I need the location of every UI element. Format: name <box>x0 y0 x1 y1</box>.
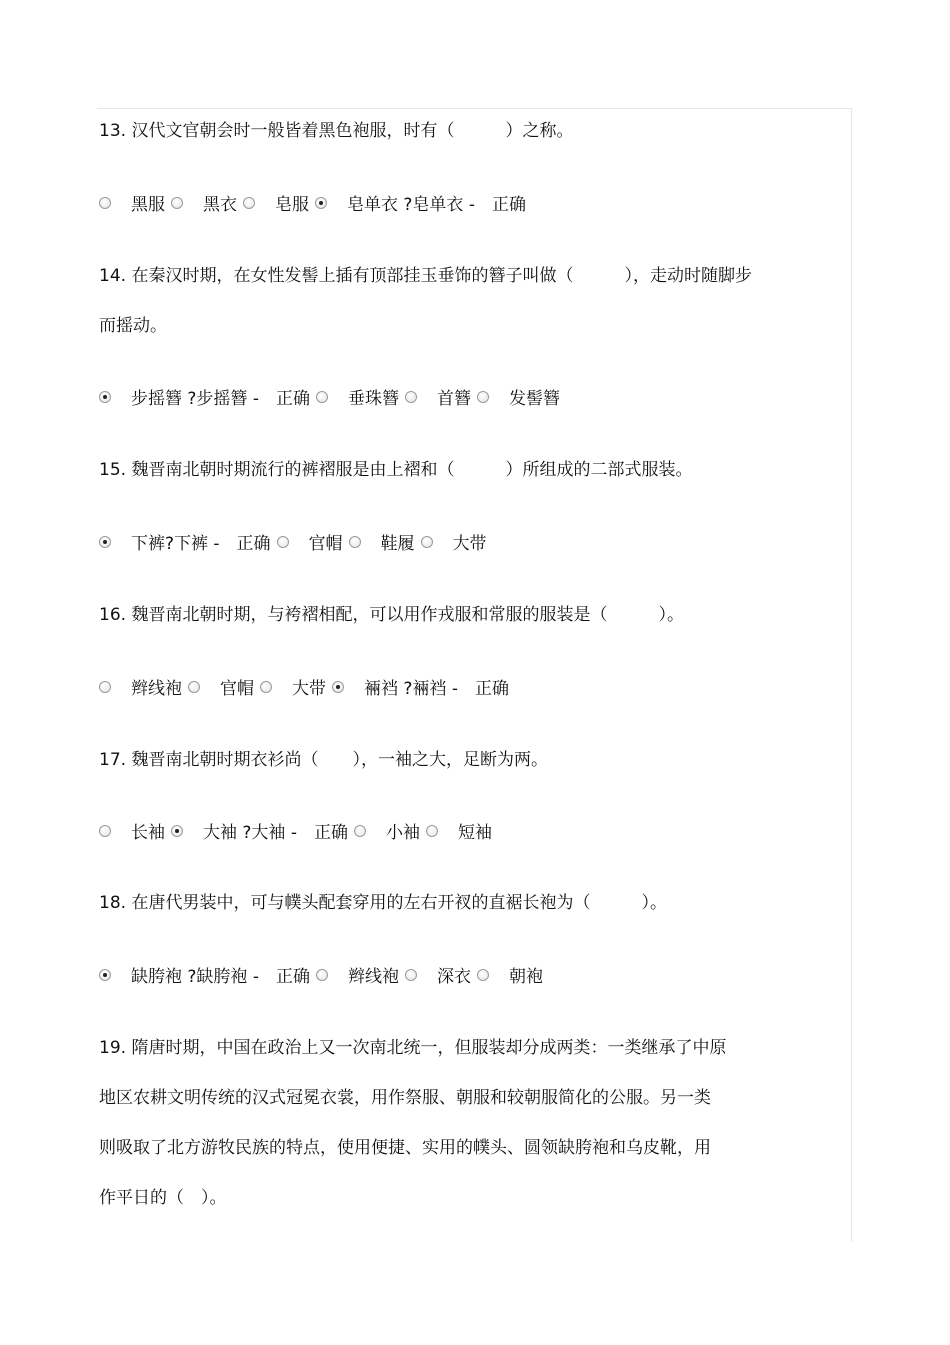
options-18 <box>99 965 549 989</box>
radio-button[interactable] <box>99 825 111 837</box>
options-17 <box>99 821 498 845</box>
option[interactable] <box>316 387 399 411</box>
option-label: 小袖 <box>385 823 420 843</box>
radio-button[interactable] <box>405 391 417 403</box>
option[interactable] <box>349 532 415 556</box>
radio-button-selected[interactable] <box>171 825 183 837</box>
option[interactable] <box>332 677 509 701</box>
option[interactable] <box>99 965 310 989</box>
radio-button[interactable] <box>477 391 489 403</box>
radio-button[interactable] <box>243 197 255 209</box>
option-label: 鞋履 <box>380 534 415 554</box>
question-text: 18. 在唐代男装中，可与幞头配套穿用的左右开衩的直裾长袍为（ ）。 <box>99 893 667 913</box>
question-18 <box>99 878 667 928</box>
question-text: 则吸取了北方游牧民族的特点，使用便捷、实用的幞头、圆领缺胯袍和乌皮靴，用 <box>99 1138 711 1158</box>
question-13 <box>99 106 573 156</box>
option[interactable] <box>277 532 343 556</box>
radio-button-selected[interactable] <box>315 197 327 209</box>
question-text: 19. 隋唐时期，中国在政治上又一次南北统一，但服装却分成两类：一类继承了中原 <box>99 1038 727 1058</box>
option-label: 短袖 <box>457 823 492 843</box>
question-text: 作平日的（ ）。 <box>99 1188 227 1208</box>
radio-button[interactable] <box>188 681 200 693</box>
radio-button[interactable] <box>99 197 111 209</box>
option[interactable] <box>426 821 492 845</box>
options-15 <box>99 532 493 556</box>
question-text: 16. 魏晋南北朝时期，与袴褶相配，可以用作戎服和常服的服装是（ ）。 <box>99 605 684 625</box>
question-15 <box>99 445 692 495</box>
option[interactable] <box>315 193 526 217</box>
radio-button-selected[interactable] <box>99 391 111 403</box>
question-text: 而摇动。 <box>99 316 167 336</box>
option[interactable] <box>99 677 182 701</box>
question-16 <box>99 590 684 640</box>
radio-button[interactable] <box>171 197 183 209</box>
question-text: 地区农耕文明传统的汉式冠冕衣裳，用作祭服、朝服和较朝服简化的公服。另一类 <box>99 1088 711 1108</box>
option-label: 长袖 <box>131 823 165 843</box>
options-16 <box>99 677 515 701</box>
option-label: 官帽 <box>308 534 343 554</box>
radio-button[interactable] <box>316 969 328 981</box>
option[interactable] <box>99 821 165 845</box>
option-label: 黑衣 <box>203 195 237 215</box>
radio-button[interactable] <box>316 391 328 403</box>
option[interactable] <box>99 387 310 411</box>
option[interactable] <box>354 821 420 845</box>
options-13 <box>99 193 532 217</box>
option-label: 下裤?下裤 - 正确 <box>131 534 271 554</box>
option[interactable] <box>260 677 326 701</box>
question-14 <box>99 251 752 351</box>
option-label: 皂单衣 ?皂单衣 - 正确 <box>347 195 526 215</box>
option-label: 皂服 <box>275 195 309 215</box>
option[interactable] <box>405 965 471 989</box>
option-label: 朝袍 <box>508 967 543 987</box>
option-label: 裲裆 ?裲裆 - 正确 <box>364 679 509 699</box>
question-text: 14. 在秦汉时期，在女性发髻上插有顶部挂玉垂饰的簪子叫做（ ），走动时随脚步 <box>99 266 752 286</box>
radio-button-selected[interactable] <box>99 536 111 548</box>
option-label: 发髻簪 <box>508 389 560 409</box>
option[interactable] <box>243 193 309 217</box>
option[interactable] <box>171 193 237 217</box>
radio-button-selected[interactable] <box>99 969 111 981</box>
radio-button[interactable] <box>477 969 489 981</box>
option[interactable] <box>405 387 471 411</box>
option[interactable] <box>99 193 165 217</box>
radio-button[interactable] <box>277 536 289 548</box>
option[interactable] <box>477 965 543 989</box>
option-label: 缺胯袍 ?缺胯袍 - 正确 <box>131 967 310 987</box>
option-label: 首簪 <box>436 389 471 409</box>
option[interactable] <box>316 965 399 989</box>
option[interactable] <box>421 532 487 556</box>
radio-button[interactable] <box>349 536 361 548</box>
option-label: 深衣 <box>436 967 471 987</box>
option-label: 大袖 ?大袖 - 正确 <box>203 823 348 843</box>
option-label: 辫线袍 <box>131 679 182 699</box>
radio-button[interactable] <box>421 536 433 548</box>
radio-button[interactable] <box>260 681 272 693</box>
radio-button[interactable] <box>99 681 111 693</box>
radio-button[interactable] <box>354 825 366 837</box>
question-text: 17. 魏晋南北朝时期衣衫尚（ ），一袖之大，足断为两。 <box>99 750 548 770</box>
question-17 <box>99 735 548 785</box>
question-text: 13. 汉代文官朝会时一般皆着黑色袍服，时有（ ）之称。 <box>99 121 574 141</box>
option-label: 辫线袍 <box>347 967 399 987</box>
question-text: 15. 魏晋南北朝时期流行的裤褶服是由上褶和（ ）所组成的二部式服装。 <box>99 460 693 480</box>
question-19 <box>99 1023 726 1223</box>
option-label: 大带 <box>292 679 326 699</box>
option[interactable] <box>188 677 254 701</box>
radio-button[interactable] <box>426 825 438 837</box>
page-frame-right <box>851 108 852 1242</box>
options-14 <box>99 387 566 411</box>
radio-button[interactable] <box>405 969 417 981</box>
option[interactable] <box>99 532 271 556</box>
option[interactable] <box>477 387 560 411</box>
radio-button-selected[interactable] <box>332 681 344 693</box>
option-label: 垂珠簪 <box>347 389 399 409</box>
option-label: 黑服 <box>131 195 165 215</box>
option-label: 官帽 <box>220 679 254 699</box>
option-label: 步摇簪 ?步摇簪 - 正确 <box>131 389 310 409</box>
option-label: 大带 <box>452 534 487 554</box>
option[interactable] <box>171 821 348 845</box>
